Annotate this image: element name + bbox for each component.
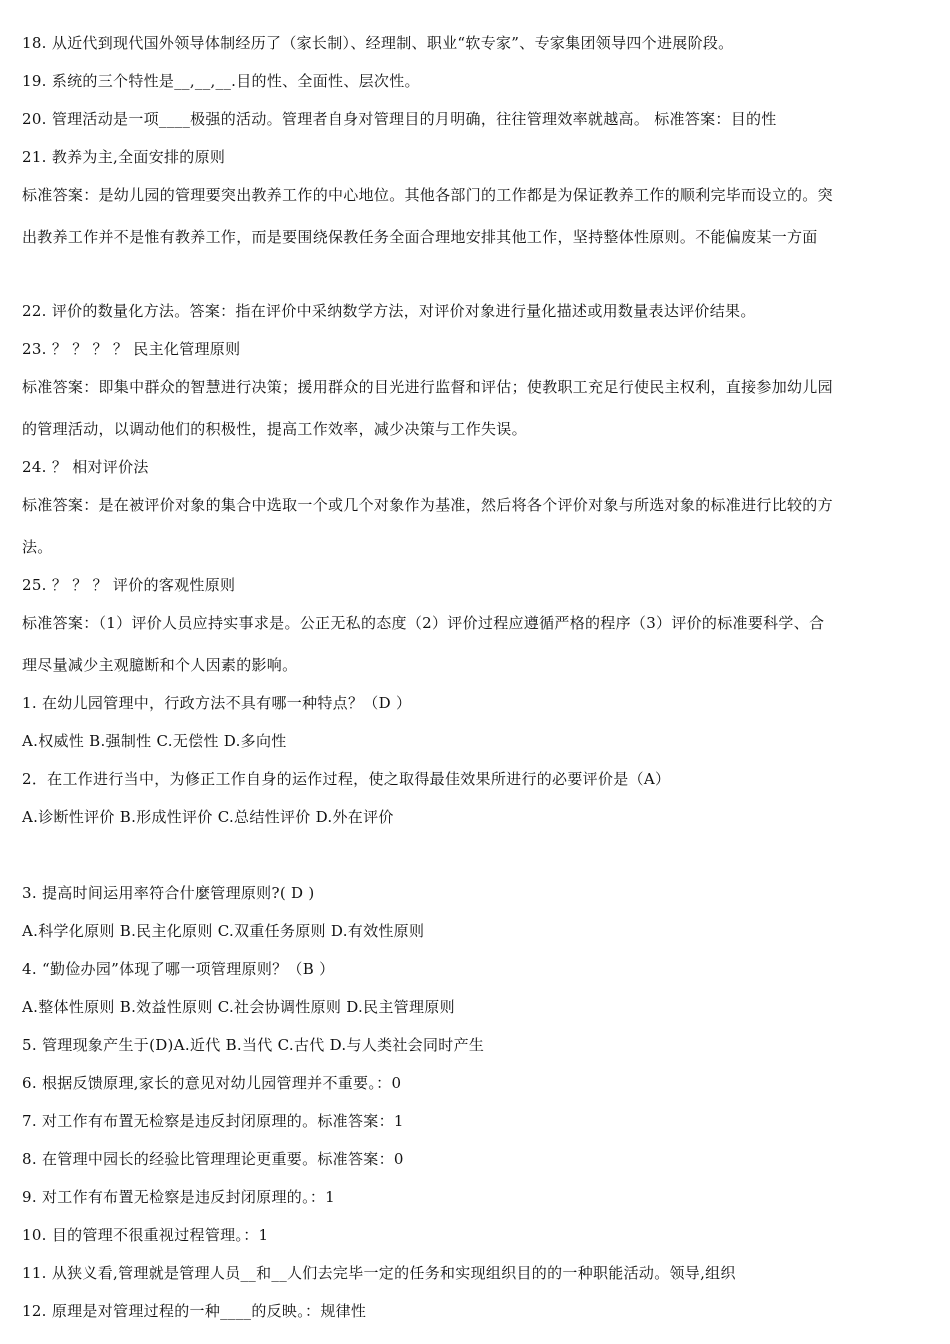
text-line-q25: 25. ？ ？ ？ 评价的客观性原则 [22, 576, 236, 594]
text-line-q24-answer-1: 标准答案：是在被评价对象的集合中选取一个或几个对象作为基准，然后将各个评价对象与所选对象的标准进行比较的方 [22, 496, 833, 514]
text-line-q21: 21. 教养为主,全面安排的原则 [22, 148, 226, 166]
text-line-q21-answer-1: 标准答案：是幼儿园的管理要突出教养工作的中心地位。其他各部门的工作都是为保证教养工作的顺利完毕而设立的。突 [22, 186, 833, 204]
text-line-q24: 24. ？ 相对评价法 [22, 458, 149, 476]
text-line-q25-answer-1: 标准答案：（1）评价人员应持实事求是。公正无私的态度（2）评价过程应遵循严格的程序（3）评价的标准要科学、合 [22, 614, 825, 632]
text-line-fill11: 11. 从狭义看,管理就是管理人员__和__人们去完毕一定的任务和实现组织目的的一种职能活动。领导,组织 [22, 1264, 736, 1282]
text-line-q23-answer-1: 标准答案：即集中群众的智慧进行决策；援用群众的目光进行监督和评估；使教职工充足行使民主权利，直接参加幼儿园 [22, 378, 833, 396]
text-line-mc4: 4. “勤俭办园”体现了哪一项管理原则？（B ） [22, 960, 335, 978]
text-line-mc2-options: A.诊断性评价 B.形成性评价 C.总结性评价 D.外在评价 [22, 808, 394, 826]
text-line-q23-answer-2: 的管理活动，以调动他们的积极性，提高工作效率，减少决策与工作失误。 [22, 420, 527, 438]
text-line-q18: 18. 从近代到现代国外领导体制经历了（家长制）、经理制、职业“软专家”、专家集团领导四个进展阶段。 [22, 34, 734, 52]
text-line-mc4-options: A.整体性原则 B.效益性原则 C.社会协调性原则 D.民主管理原则 [22, 998, 455, 1016]
text-line-tf10: 10. 目的管理不很重视过程管理。：1 [22, 1226, 269, 1244]
text-line-mc1: 1. 在幼儿园管理中，行政方法不具有哪一种特点？（D ） [22, 694, 412, 712]
text-line-q19: 19. 系统的三个特性是__,__,__.目的性、全面性、层次性。 [22, 72, 420, 90]
text-line-tf7: 7. 对工作有布置无检察是违反封闭原理的。标准答案：1 [22, 1112, 404, 1130]
text-line-tf6: 6. 根据反馈原理,家长的意见对幼儿园管理并不重要。：0 [22, 1074, 402, 1092]
text-line-mc3-options: A.科学化原则 B.民主化原则 C.双重任务原则 D.有效性原则 [22, 922, 425, 940]
text-line-q24-answer-2: 法。 [22, 538, 53, 556]
text-line-q20: 20. 管理活动是一项____极强的活动。管理者自身对管理目的月明确，往往管理效率就越高。 标准答案：目的性 [22, 110, 777, 128]
text-line-tf9: 9. 对工作有布置无检察是违反封闭原理的。：1 [22, 1188, 336, 1206]
text-line-mc2: 2．在工作进行当中，为修正工作自身的运作过程，使之取得最佳效果所进行的必要评价是（A） [22, 770, 671, 788]
text-line-mc5: 5. 管理现象产生于(D)A.近代 B.当代 C.古代 D.与人类社会同时产生 [22, 1036, 485, 1054]
text-line-q21-answer-2: 出教养工作并不是惟有教养工作，而是要围绕保教任务全面合理地安排其他工作，坚持整体性原则。不能偏废某一方面 [22, 228, 818, 246]
text-line-tf8: 8. 在管理中园长的经验比管理理论更重要。标准答案：0 [22, 1150, 404, 1168]
text-line-mc1-options: A.权威性 B.强制性 C.无偿性 D.多向性 [22, 732, 287, 750]
text-line-q23: 23. ？ ？ ？ ？ 民主化管理原则 [22, 340, 241, 358]
text-line-fill12: 12. 原理是对管理过程的一种____的反映。：规律性 [22, 1302, 367, 1320]
text-line-mc3: 3. 提高时间运用率符合什麼管理原则?( D ) [22, 884, 315, 902]
text-line-q22: 22. 评价的数量化方法。答案：指在评价中采纳数学方法，对评价对象进行量化描述或用数量表达评价结果。 [22, 302, 756, 320]
text-line-q25-answer-2: 理尽量减少主观臆断和个人因素的影响。 [22, 656, 298, 674]
